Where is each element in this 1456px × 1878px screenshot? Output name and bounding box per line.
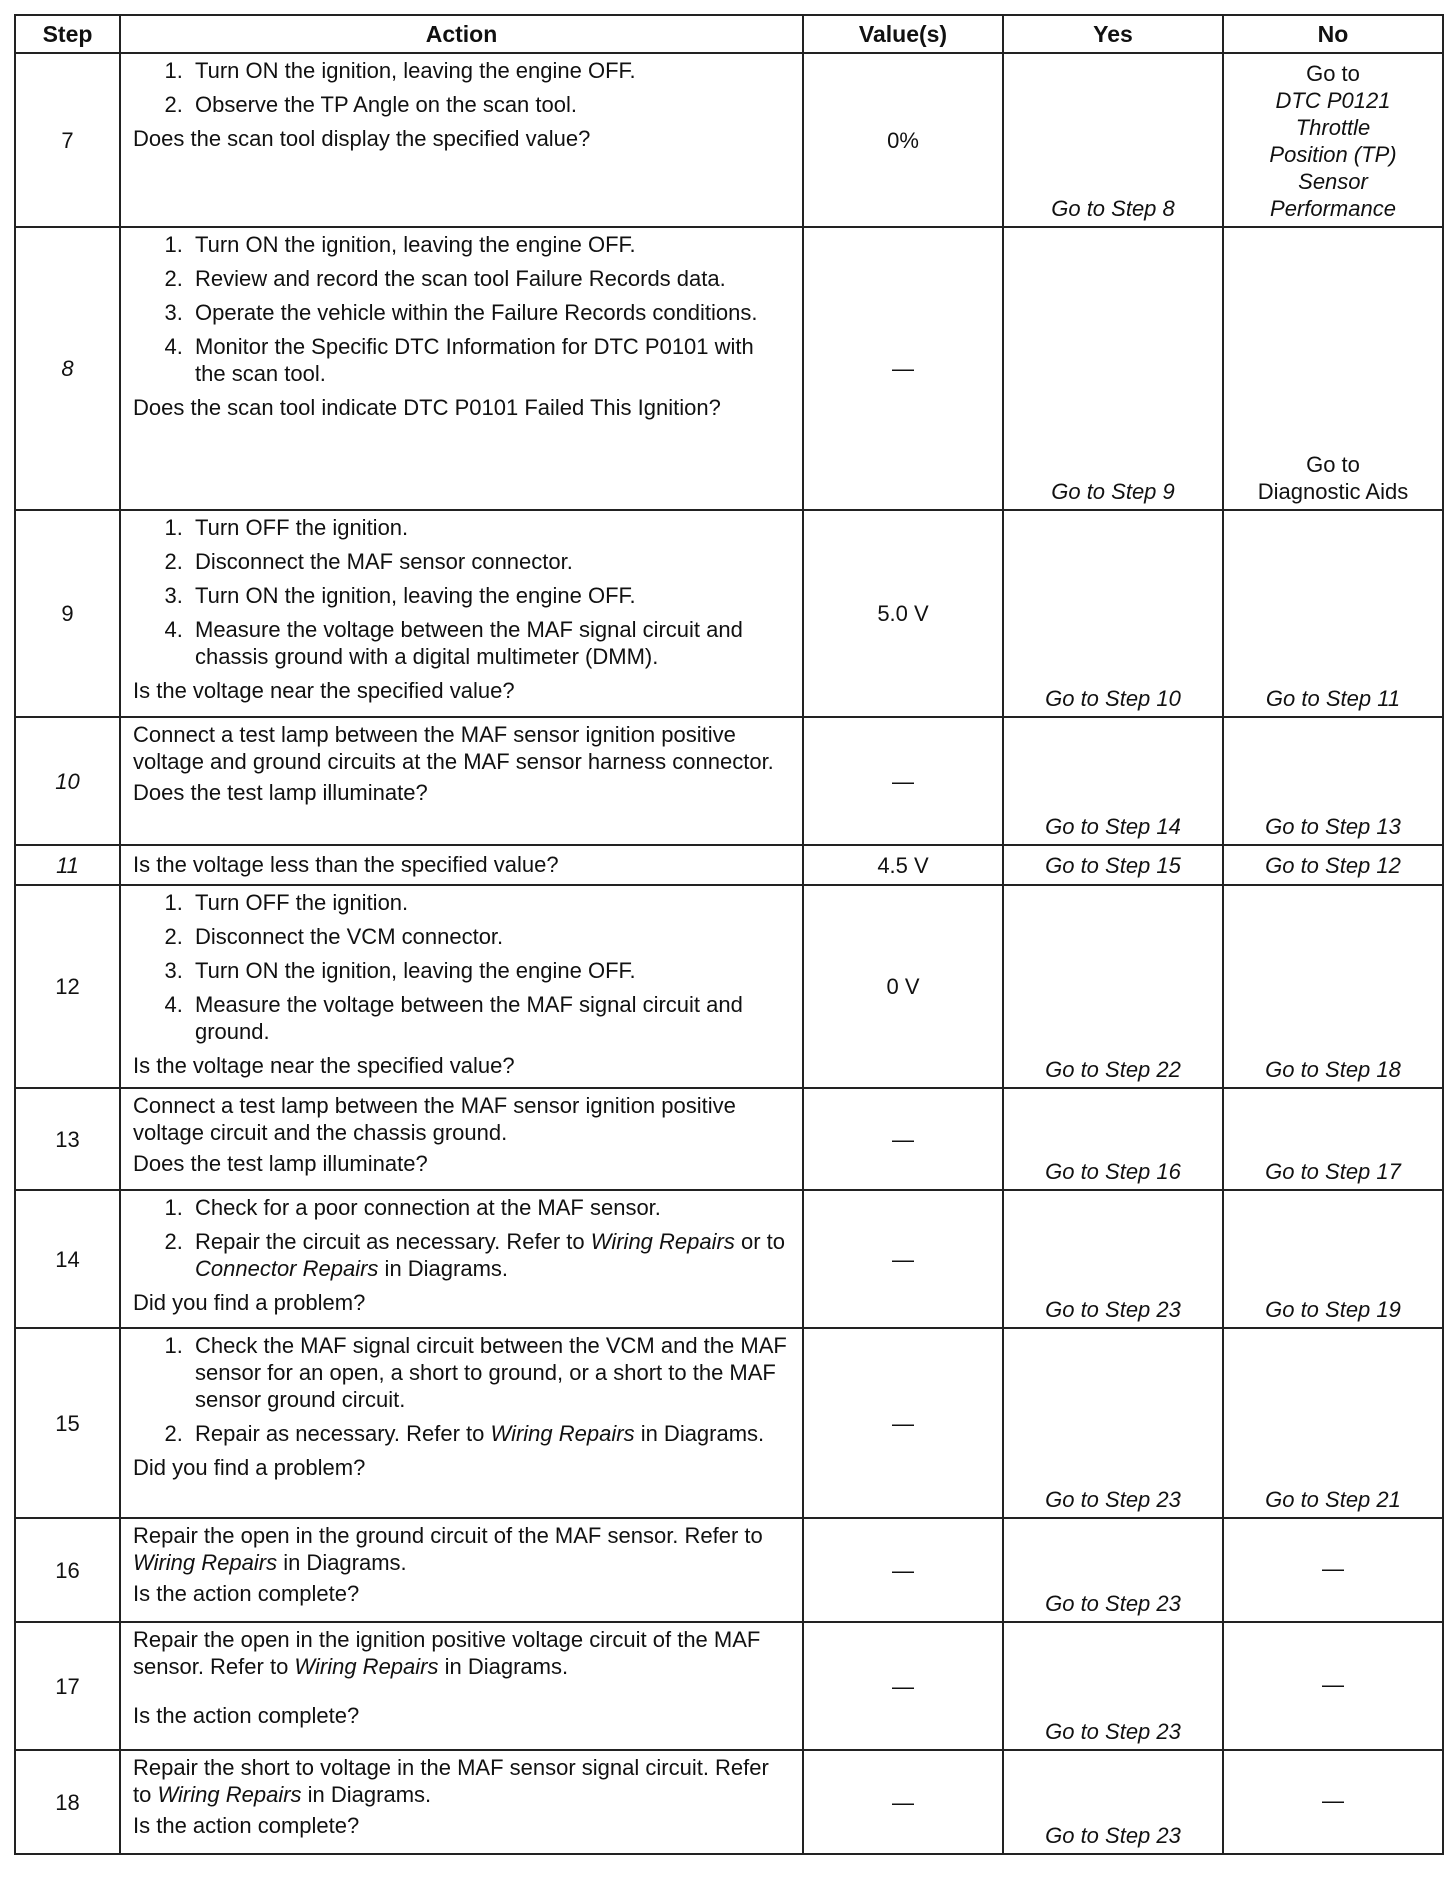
action-question: Is the voltage near the specified value?: [133, 1053, 515, 1078]
table-row: [15, 53, 1443, 227]
action-item: 1. Check for a poor connection at the MAF sensor.: [189, 1194, 790, 1221]
no-cell: Go to Step 12: [1223, 845, 1443, 885]
value-cell: 5.0 V: [803, 510, 1003, 717]
action-text: [133, 1626, 790, 1680]
wiring-repairs-ref: Wiring Repairs: [157, 1782, 302, 1807]
action-item: [189, 1420, 790, 1447]
step-number: 8: [15, 227, 120, 510]
yes-cell: Go to Step 10: [1003, 510, 1223, 717]
value-cell: 4.5 V: [803, 845, 1003, 885]
step-number: 17: [15, 1622, 120, 1750]
action-question: Did you find a problem?: [133, 1455, 366, 1480]
no-cell: Go to Step 21: [1223, 1328, 1443, 1518]
action-item: 3. Turn ON the ignition, leaving the engine OFF.: [189, 957, 790, 984]
value-cell: —: [803, 1190, 1003, 1328]
step-number: 7: [15, 53, 120, 227]
no-cell: Go to Step 11: [1223, 510, 1443, 717]
value-cell: —: [803, 1518, 1003, 1622]
header-step: Step: [15, 15, 120, 53]
yes-cell: Go to Step 23: [1003, 1190, 1223, 1328]
action-text: [133, 1522, 790, 1576]
action-cell: [120, 510, 803, 717]
header-values: Value(s): [803, 15, 1003, 53]
action-item-text: Repair as necessary. Refer to: [195, 1421, 491, 1446]
no-line: Go to: [1306, 452, 1360, 477]
yes-cell: Go to Step 23: [1003, 1622, 1223, 1750]
step-number: 11: [15, 845, 120, 885]
no-cell: Go to Step 19: [1223, 1190, 1443, 1328]
no-cell: Go to Step 13: [1223, 717, 1443, 845]
action-item: 1. Check the MAF signal circuit between the VCM and the MAF sensor for an open, a short to ground, or a short to the MAF sensor ground circuit.: [189, 1332, 790, 1413]
no-cell: —: [1223, 1622, 1443, 1750]
no-line: DTC P0121: [1275, 88, 1391, 113]
table-row: [15, 1190, 1443, 1328]
value-cell: —: [803, 227, 1003, 510]
no-line: Throttle: [1295, 115, 1371, 140]
table-row: [15, 1750, 1443, 1854]
action-item: 1. Turn OFF the ignition.: [189, 889, 790, 916]
action-cell: [120, 1518, 803, 1622]
diagnostic-table: [14, 14, 1444, 1855]
table-row: [15, 845, 1443, 885]
action-cell: [120, 1190, 803, 1328]
table-row: [15, 885, 1443, 1088]
action-text-part: in Diagrams.: [438, 1654, 569, 1679]
header-yes: Yes: [1003, 15, 1223, 53]
action-question: Did you find a problem?: [133, 1290, 366, 1315]
value-cell: —: [803, 1328, 1003, 1518]
action-item-text: Repair the circuit as necessary. Refer to: [195, 1229, 591, 1254]
step-number: 14: [15, 1190, 120, 1328]
action-item: [189, 1228, 790, 1282]
action-item: 2. Disconnect the MAF sensor connector.: [189, 548, 790, 575]
no-cell: [1223, 53, 1443, 227]
action-item-text: or to: [734, 1229, 785, 1254]
no-line: Sensor: [1298, 169, 1368, 194]
action-item: 1. Turn OFF the ignition.: [189, 514, 790, 541]
action-item: 4. Measure the voltage between the MAF signal circuit and chassis ground with a digital multimeter (DMM).: [189, 616, 790, 670]
action-text: [133, 1754, 790, 1808]
header-row: [15, 15, 1443, 53]
action-question: Is the voltage near the specified value?: [133, 678, 515, 703]
step-number: 15: [15, 1328, 120, 1518]
action-item: 3. Turn ON the ignition, leaving the engine OFF.: [189, 582, 790, 609]
yes-cell: Go to Step 23: [1003, 1328, 1223, 1518]
table-row: [15, 717, 1443, 845]
action-item: 1. Turn ON the ignition, leaving the engine OFF.: [189, 231, 790, 258]
action-text-part: Repair the open in the ground circuit of the MAF sensor. Refer to: [133, 1523, 763, 1548]
action-cell: [120, 717, 803, 845]
action-question: Is the action complete?: [133, 1703, 360, 1728]
table-row: [15, 227, 1443, 510]
value-cell: 0%: [803, 53, 1003, 227]
step-number: 12: [15, 885, 120, 1088]
yes-cell: Go to Step 23: [1003, 1518, 1223, 1622]
yes-cell: Go to Step 15: [1003, 845, 1223, 885]
action-item: 3. Operate the vehicle within the Failure Records conditions.: [189, 299, 790, 326]
step-number: 9: [15, 510, 120, 717]
yes-cell: Go to Step 16: [1003, 1088, 1223, 1190]
action-question: Is the action complete?: [133, 1581, 360, 1606]
table-row: [15, 1622, 1443, 1750]
action-cell: [120, 53, 803, 227]
step-number: 16: [15, 1518, 120, 1622]
action-text: Connect a test lamp between the MAF sensor ignition positive voltage and ground circuits at the MAF sensor harness connector.: [133, 722, 774, 774]
wiring-repairs-ref: Wiring Repairs: [490, 1421, 635, 1446]
action-question: Does the test lamp illuminate?: [133, 780, 428, 805]
table-row: [15, 1088, 1443, 1190]
value-cell: —: [803, 1750, 1003, 1854]
no-line: Position (TP): [1269, 142, 1397, 167]
no-cell: Go to Step 17: [1223, 1088, 1443, 1190]
yes-cell: Go to Step 14: [1003, 717, 1223, 845]
header-no: No: [1223, 15, 1443, 53]
action-question: Is the action complete?: [133, 1813, 360, 1838]
yes-cell: Go to Step 9: [1003, 227, 1223, 510]
no-line: Diagnostic Aids: [1257, 479, 1409, 504]
yes-cell: Go to Step 8: [1003, 53, 1223, 227]
no-cell: Go to Step 18: [1223, 885, 1443, 1088]
wiring-repairs-ref: Wiring Repairs: [294, 1654, 439, 1679]
step-number: 10: [15, 717, 120, 845]
value-cell: —: [803, 1622, 1003, 1750]
no-line: Performance: [1270, 196, 1396, 221]
connector-repairs-ref: Connector Repairs: [195, 1256, 379, 1281]
value-cell: —: [803, 1088, 1003, 1190]
value-cell: —: [803, 717, 1003, 845]
no-cell: —: [1223, 1518, 1443, 1622]
action-question: Does the scan tool display the specified value?: [133, 126, 591, 151]
action-text-part: in Diagrams.: [277, 1550, 407, 1575]
action-item-text: in Diagrams.: [378, 1256, 509, 1281]
action-cell: [120, 1622, 803, 1750]
table-row: [15, 1518, 1443, 1622]
yes-cell: Go to Step 22: [1003, 885, 1223, 1088]
value-cell: 0 V: [803, 885, 1003, 1088]
action-text-part: in Diagrams.: [301, 1782, 432, 1807]
no-line: Go to: [1306, 61, 1360, 86]
action-cell: [120, 845, 803, 885]
action-text-part: Repair the short to voltage in the MAF sensor signal circuit. Refer to: [133, 1755, 769, 1807]
action-question: Does the test lamp illuminate?: [133, 1151, 428, 1176]
action-question: Is the voltage less than the specified value?: [133, 852, 559, 877]
table-row: [15, 510, 1443, 717]
action-text: Connect a test lamp between the MAF sensor ignition positive voltage circuit and the chassis ground.: [133, 1093, 736, 1145]
action-cell: [120, 885, 803, 1088]
yes-cell: Go to Step 23: [1003, 1750, 1223, 1854]
table-row: [15, 1328, 1443, 1518]
action-cell: [120, 1750, 803, 1854]
action-question: Does the scan tool indicate DTC P0101 Failed This Ignition?: [133, 395, 721, 420]
action-item-text: in Diagrams.: [634, 1421, 765, 1446]
action-text-part: Repair the open in the ignition positive voltage circuit of the MAF sensor. Refer to: [133, 1627, 761, 1679]
step-number: 18: [15, 1750, 120, 1854]
action-cell: [120, 1088, 803, 1190]
header-action: Action: [120, 15, 803, 53]
wiring-repairs-ref: Wiring Repairs: [133, 1550, 278, 1575]
action-cell: [120, 227, 803, 510]
action-item: 1. Turn ON the ignition, leaving the engine OFF.: [189, 57, 790, 84]
action-item: 4. Monitor the Specific DTC Information for DTC P0101 with the scan tool.: [189, 333, 790, 387]
action-item: 2. Observe the TP Angle on the scan tool.: [189, 91, 790, 118]
no-cell: [1223, 227, 1443, 510]
action-item: 4. Measure the voltage between the MAF signal circuit and ground.: [189, 991, 790, 1045]
action-item: 2. Disconnect the VCM connector.: [189, 923, 790, 950]
action-cell: [120, 1328, 803, 1518]
action-item: 2. Review and record the scan tool Failure Records data.: [189, 265, 790, 292]
step-number: 13: [15, 1088, 120, 1190]
no-cell: —: [1223, 1750, 1443, 1854]
wiring-repairs-ref: Wiring Repairs: [590, 1229, 735, 1254]
